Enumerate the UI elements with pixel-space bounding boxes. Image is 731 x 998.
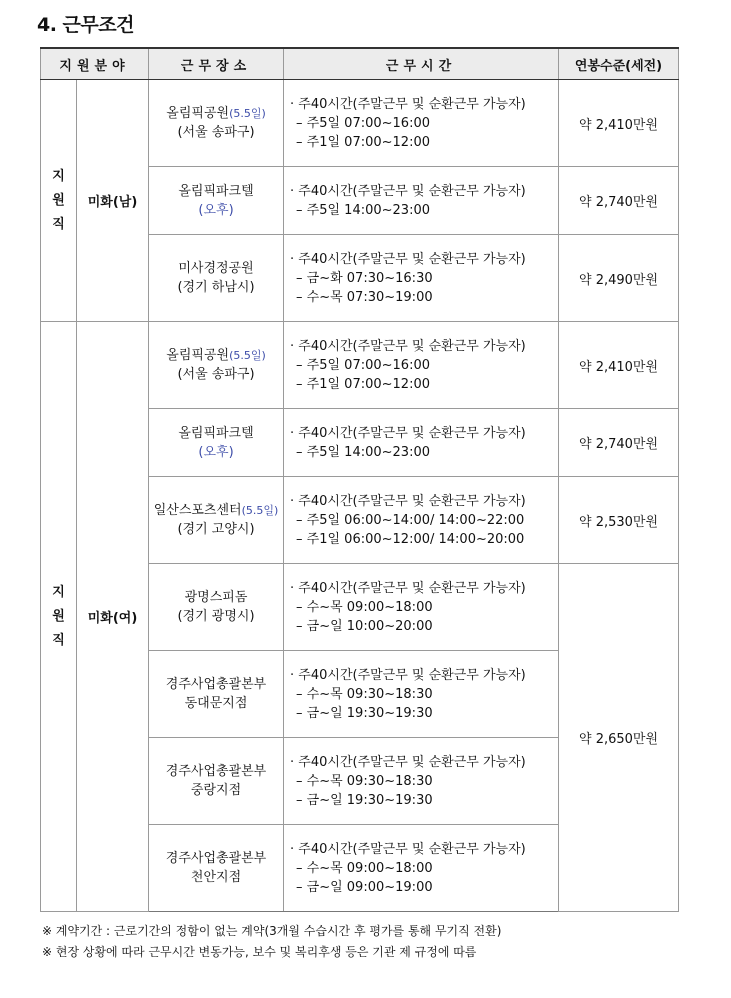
work-conditions-table (40, 47, 679, 912)
place-cell: 올림픽파크텔 (오후) (149, 167, 284, 235)
hours-cell: · 주40시간(주말근무 및 순환근무 가능자) – 수~목 09:30~18:30 – 금~일 19:30~19:30 (284, 651, 559, 738)
place-cell: 경주사업총괄본부 천안지점 (149, 825, 284, 912)
table-row (41, 80, 679, 167)
footnote-contract: ※ 계약기간 : 근로기간의 정함이 없는 계약(3개월 수습시간 후 평가를 통해 무기직 전환) (42, 924, 502, 938)
hours-cell: · 주40시간(주말근무 및 순환근무 가능자) – 주5일 07:00~16:00 – 주1일 07:00~12:00 (284, 322, 559, 409)
subcategory-cell: 미화(남) (77, 80, 149, 322)
footnotes (42, 921, 501, 963)
hours-cell: · 주40시간(주말근무 및 순환근무 가능자) – 수~목 09:30~18:30 – 금~일 19:30~19:30 (284, 738, 559, 825)
table-header-row (41, 48, 679, 80)
place-cell: 올림픽파크텔 (오후) (149, 409, 284, 477)
place-cell: 경주사업총괄본부 동대문지점 (149, 651, 284, 738)
header-hours: 근무시간 (284, 48, 559, 80)
hours-cell: · 주40시간(주말근무 및 순환근무 가능자) – 주5일 14:00~23:00 (284, 409, 559, 477)
place-cell: 올림픽공원(5.5일) (서울 송파구) (149, 80, 284, 167)
pay-cell: 약 2,410만원 (559, 80, 679, 167)
pay-cell: 약 2,740만원 (559, 167, 679, 235)
pay-cell: 약 2,410만원 (559, 322, 679, 409)
hours-cell: · 주40시간(주말근무 및 순환근무 가능자) – 금~화 07:30~16:30 – 수~목 07:30~19:00 (284, 235, 559, 322)
header-field: 지원분야 (41, 48, 149, 80)
table-row (41, 322, 679, 409)
hours-cell: · 주40시간(주말근무 및 순환근무 가능자) – 주5일 06:00~14:00/ 14:00~22:00 – 주1일 06:00~12:00/ 14:00~20:00 (284, 477, 559, 564)
pay-cell: 약 2,740만원 (559, 409, 679, 477)
place-cell: 미사경정공원 (경기 하남시) (149, 235, 284, 322)
subcategory-cell: 미화(여) (77, 322, 149, 912)
section-title: 4. 근무조건 (37, 14, 134, 36)
hours-cell: · 주40시간(주말근무 및 순환근무 가능자) – 수~목 09:00~18:00 – 금~일 09:00~19:00 (284, 825, 559, 912)
category-cell: 지 원 직 (41, 322, 77, 912)
pay-cell: 약 2,490만원 (559, 235, 679, 322)
footnote-hours: ※ 현장 상황에 따라 근무시간 변동가능, 보수 및 복리후생 등은 기관 제 규정에 따름 (42, 945, 477, 959)
pay-cell-merged: 약 2,650만원 (559, 564, 679, 912)
category-cell: 지 원 직 (41, 80, 77, 322)
header-pay: 연봉수준(세전) (559, 48, 679, 80)
header-place: 근무장소 (149, 48, 284, 80)
hours-cell: · 주40시간(주말근무 및 순환근무 가능자) – 주5일 07:00~16:00 – 주1일 07:00~12:00 (284, 80, 559, 167)
place-cell: 일산스포츠센터(5.5일) (경기 고양시) (149, 477, 284, 564)
hours-cell: · 주40시간(주말근무 및 순환근무 가능자) – 수~목 09:00~18:00 – 금~일 10:00~20:00 (284, 564, 559, 651)
place-cell: 경주사업총괄본부 중랑지점 (149, 738, 284, 825)
hours-cell: · 주40시간(주말근무 및 순환근무 가능자) – 주5일 14:00~23:00 (284, 167, 559, 235)
place-cell: 광명스피돔 (경기 광명시) (149, 564, 284, 651)
pay-cell: 약 2,530만원 (559, 477, 679, 564)
place-cell: 올림픽공원(5.5일) (서울 송파구) (149, 322, 284, 409)
